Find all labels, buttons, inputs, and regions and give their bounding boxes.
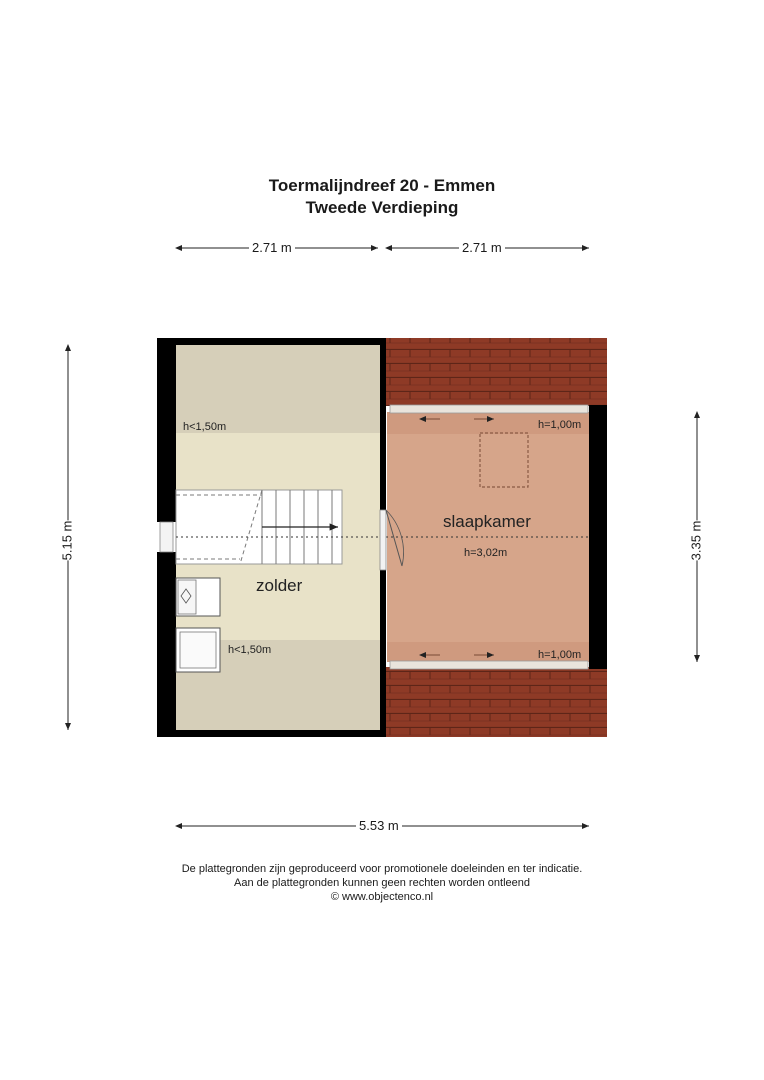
- dim-right-height: 3.35 m: [685, 521, 706, 561]
- window-strip-top: [390, 405, 588, 413]
- zolder-low-zone-top: [176, 345, 380, 433]
- room-label-zolder: zolder: [256, 576, 303, 595]
- plan-title-address: Toermalijndreef 20 - Emmen: [268, 176, 496, 195]
- dim-bottom-width: 5.53 m: [356, 818, 402, 833]
- washing-machine: [176, 578, 220, 616]
- room-label-slaapkamer: slaapkamer: [443, 512, 531, 531]
- left-window: [160, 522, 173, 552]
- disclaimer-line-2: Aan de plattegronden kunnen geen rechten worden ontleend: [233, 877, 530, 889]
- slaapkamer-height-bottom: h=1,00m: [538, 649, 582, 661]
- dryer: [176, 628, 220, 672]
- roof-tiles-top: [386, 338, 607, 406]
- wall-bottom-left: [157, 730, 386, 737]
- wall-middle-upper: [380, 338, 386, 510]
- plan-title-floor: Tweede Verdieping: [305, 198, 459, 217]
- wall-right: [589, 405, 607, 669]
- dim-left-height: 5.15 m: [56, 521, 77, 561]
- zolder-height-top: h<1,50m: [183, 421, 227, 433]
- disclaimer-line-1: De plattegronden zijn geproduceerd voor promotionele doeleinden en ter indicatie.: [181, 863, 583, 875]
- slaapkamer-height-top: h=1,00m: [538, 419, 582, 431]
- roof-tiles-bottom: [386, 667, 607, 737]
- slaapkamer-height-center: h=3,02m: [464, 547, 508, 559]
- wall-left-upper: [157, 338, 176, 522]
- wall-middle-lower: [380, 570, 386, 737]
- wall-top-left: [157, 338, 386, 345]
- copyright-link[interactable]: © www.objectenco.nl: [330, 891, 434, 903]
- window-strip-bottom: [390, 661, 588, 669]
- dim-top-right: 2.71 m: [459, 240, 505, 255]
- zolder-height-bottom: h<1,50m: [228, 644, 272, 656]
- wall-left-lower: [157, 552, 176, 737]
- dim-top-left: 2.71 m: [249, 240, 295, 255]
